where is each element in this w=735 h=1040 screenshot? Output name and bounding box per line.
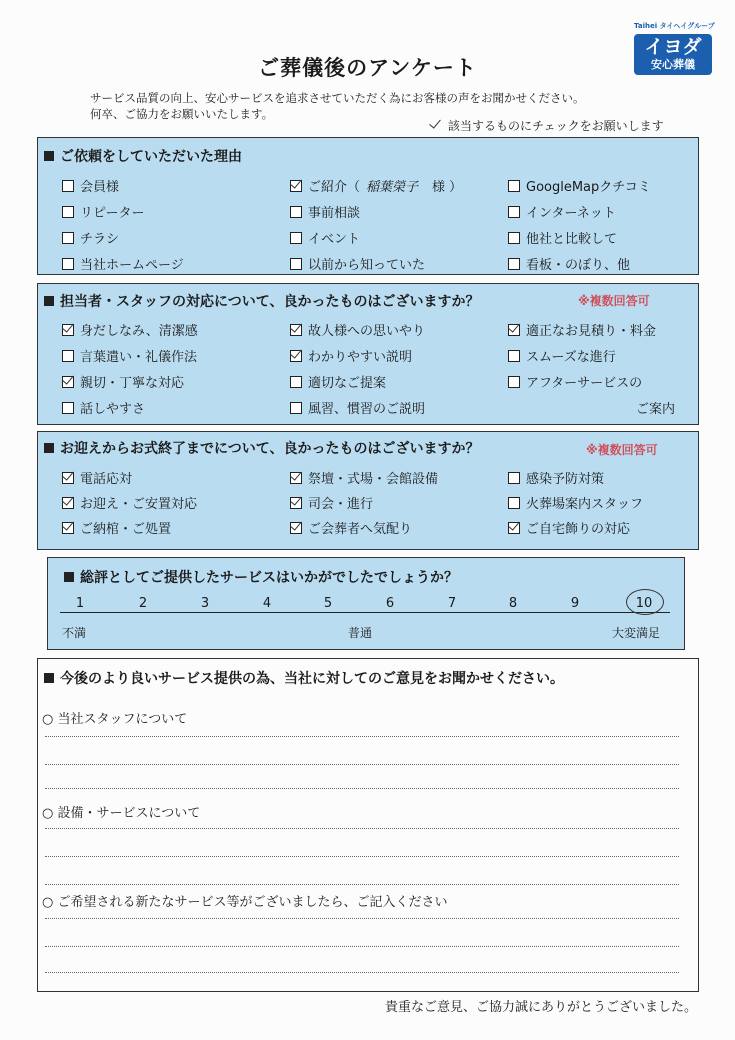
- answer-line[interactable]: [45, 828, 679, 829]
- checkbox-label: ご会葬者へ気配り: [308, 522, 413, 537]
- checkbox-easy-to-talk[interactable]: [62, 398, 145, 417]
- answer-line[interactable]: [45, 736, 679, 737]
- logo-group-text: Taihei タイヘイグループ: [634, 22, 715, 30]
- checkbox-icon[interactable]: [508, 497, 520, 509]
- checkmark-icon: [430, 121, 442, 131]
- checkbox-icon[interactable]: [62, 232, 74, 244]
- checkbox-googlemap[interactable]: [508, 176, 651, 195]
- checkbox-customs[interactable]: [290, 398, 425, 417]
- checkbox-member[interactable]: [62, 176, 119, 195]
- answer-line[interactable]: [45, 884, 679, 885]
- checkbox-internet[interactable]: [508, 202, 616, 221]
- checkbox-label: ご自宅飾りの対応: [526, 522, 631, 537]
- intro-line-1: サービス品質の向上、安心サービスを追求させていただく為にお客様の声をお聞かせください。: [90, 91, 585, 105]
- checkbox-label: わかりやすい説明: [308, 350, 413, 365]
- checkbox-proposal[interactable]: [290, 372, 386, 391]
- checkbox-label: インターネット: [526, 206, 616, 221]
- checkbox-icon[interactable]: [508, 258, 520, 270]
- question-new-services-text: ご希望される新たなサービス等がございましたら、ご記入ください: [57, 895, 448, 910]
- checkbox-icon[interactable]: [62, 472, 74, 484]
- checkbox-label: ご納棺・ご処置: [80, 522, 172, 537]
- checkbox-repeater[interactable]: [62, 202, 144, 221]
- rating-option[interactable]: 1: [75, 596, 85, 611]
- answer-line[interactable]: [45, 764, 679, 765]
- checkbox-icon[interactable]: [508, 324, 520, 336]
- rating-option[interactable]: 6: [385, 596, 395, 611]
- checkbox-label: GoogleMapクチコミ: [526, 180, 651, 195]
- checkbox-advance-consult[interactable]: [290, 202, 360, 221]
- checkbox-icon[interactable]: [290, 522, 302, 534]
- section1-title-text: ご依頼をしていただいた理由: [60, 149, 242, 165]
- answer-line[interactable]: [45, 946, 679, 947]
- logo-subname: 安心葬儀: [651, 58, 695, 71]
- checkbox-smooth[interactable]: [508, 346, 616, 365]
- answer-line[interactable]: [45, 972, 679, 973]
- checkbox-label: イベント: [308, 232, 361, 247]
- checkbox-icon[interactable]: [508, 180, 520, 192]
- checkbox-attendee-care[interactable]: [290, 518, 412, 537]
- checkbox-pickup[interactable]: [62, 493, 197, 512]
- checkbox-appearance[interactable]: [62, 320, 198, 339]
- checkbox-icon[interactable]: [62, 180, 74, 192]
- checkbox-kindness[interactable]: [62, 372, 184, 391]
- rating-option[interactable]: 4: [262, 596, 272, 611]
- checkbox-label: 看板・のぼり、他: [526, 258, 631, 273]
- checkbox-icon[interactable]: [62, 350, 74, 362]
- checkbox-icon[interactable]: [290, 350, 302, 362]
- checkbox-icon[interactable]: [290, 472, 302, 484]
- logo-name: イヨダ: [644, 36, 702, 58]
- square-bullet-icon: [44, 443, 54, 453]
- intro-line-2: 何卒、ご協力をお願いいたします。: [90, 107, 274, 121]
- checkbox-icon[interactable]: [508, 206, 520, 218]
- section2-title-text: 担当者・スタッフの対応について、良かったものはございますか？: [60, 294, 480, 310]
- question-facility-text: 設備・サービスについて: [57, 806, 201, 821]
- checkbox-icon[interactable]: [290, 402, 302, 414]
- checkbox-label: ご紹介（: [308, 180, 361, 195]
- checkbox-icon[interactable]: [62, 258, 74, 270]
- answer-line[interactable]: [45, 856, 679, 857]
- checkbox-label: 火葬場案内スタッフ: [526, 497, 644, 512]
- rating-low-label: 不満: [62, 626, 87, 640]
- section2-title: [44, 291, 479, 311]
- question-staff-text: 当社スタッフについて: [57, 712, 188, 727]
- logo-box: [634, 34, 712, 75]
- checkbox-icon[interactable]: [508, 232, 520, 244]
- checkbox-icon[interactable]: [508, 522, 520, 534]
- checkbox-referral[interactable]: [290, 176, 462, 195]
- square-bullet-icon: [64, 572, 74, 582]
- checkbox-icon[interactable]: [62, 206, 74, 218]
- checkbox-label: 身だしなみ、清潔感: [80, 324, 198, 339]
- aftercare-label-continued: ご案内: [636, 402, 676, 417]
- rating-option[interactable]: 8: [508, 596, 518, 611]
- checkbox-compared[interactable]: [508, 228, 617, 247]
- checkbox-label: アフターサービスの: [526, 376, 643, 391]
- rating-option[interactable]: 3: [200, 596, 210, 611]
- checkbox-label: 当社ホームページ: [80, 258, 184, 273]
- checkbox-home-decor[interactable]: [508, 518, 630, 537]
- checkbox-crematorium[interactable]: [508, 493, 643, 512]
- checkbox-label: 感染予防対策: [526, 472, 605, 487]
- rating-high-label: 大変満足: [612, 626, 661, 640]
- checkbox-icon[interactable]: [290, 497, 302, 509]
- checkbox-label: チラシ: [80, 232, 120, 247]
- referral-suffix: 様 ）: [432, 180, 463, 195]
- checkbox-label: 他社と比較して: [526, 232, 618, 247]
- checkbox-label: 言葉遣い・礼儀作法: [80, 350, 198, 365]
- square-bullet-icon: [44, 296, 54, 306]
- question-new-services: ○ ご希望される新たなサービス等がございましたら、ご記入ください: [42, 895, 448, 910]
- section4-title-text: 総評としてご提供したサービスはいかがでしたでしょうか？: [80, 570, 458, 586]
- checkbox-icon[interactable]: [62, 324, 74, 336]
- rating-option[interactable]: 5: [323, 596, 333, 611]
- company-logo: [634, 21, 715, 75]
- rating-option[interactable]: 7: [447, 596, 457, 611]
- checkbox-icon[interactable]: [62, 376, 74, 388]
- multiple-answer-note: ※複数回答可: [578, 294, 650, 308]
- selected-rating-circle: [626, 589, 664, 615]
- square-bullet-icon: [44, 151, 54, 161]
- checkbox-label: 事前相談: [308, 206, 361, 221]
- checkbox-phone[interactable]: [62, 468, 132, 487]
- checkbox-label: 祭壇・式場・会館設備: [308, 472, 439, 487]
- section4-title: [64, 567, 458, 587]
- checkbox-label: リピーター: [80, 206, 145, 221]
- checkbox-label: 会員様: [80, 180, 120, 195]
- checkbox-aftercare[interactable]: [508, 372, 642, 391]
- checkbox-consideration[interactable]: [290, 320, 425, 339]
- rating-option[interactable]: 2: [138, 596, 148, 611]
- checkbox-icon[interactable]: [62, 522, 74, 534]
- checkbox-flyer[interactable]: [62, 228, 119, 247]
- checkbox-icon[interactable]: [290, 206, 302, 218]
- checkbox-label: スムーズな進行: [526, 350, 616, 365]
- checkbox-homepage[interactable]: [62, 254, 184, 273]
- question-staff: ○ 当社スタッフについて: [42, 712, 188, 727]
- checkbox-clear-explanation[interactable]: [290, 346, 412, 365]
- checkbox-label: お迎え・ご安置対応: [80, 497, 198, 512]
- checkbox-icon[interactable]: [62, 497, 74, 509]
- section5-title-text: 今後のより良いサービス提供の為、当社に対してのご意見をお聞かせください。: [60, 671, 564, 687]
- section5-title: [44, 668, 564, 688]
- checkbox-label: 風習、慣習のご説明: [308, 402, 426, 417]
- checkbox-label: 親切・丁寧な対応: [80, 376, 185, 391]
- checkbox-infection[interactable]: [508, 468, 604, 487]
- page-title: ご葬儀後のアンケート: [258, 56, 477, 80]
- section3-title-text: お迎えからお式終了までについて、良かったものはございますか？: [60, 441, 480, 457]
- checkbox-label: 適正なお見積り・料金: [526, 324, 657, 339]
- multiple-answer-note: ※複数回答可: [586, 443, 658, 457]
- checkbox-icon[interactable]: [290, 232, 302, 244]
- checkbox-icon[interactable]: [62, 402, 74, 414]
- checkbox-icon[interactable]: [508, 472, 520, 484]
- checkbox-label: 電話応対: [80, 472, 133, 487]
- checkbox-label: 話しやすさ: [80, 402, 146, 417]
- referral-name-field[interactable]: 稲葉榮子: [366, 180, 419, 195]
- checkbox-icon[interactable]: [290, 376, 302, 388]
- checkbox-manners[interactable]: [62, 346, 197, 365]
- checkbox-event[interactable]: [290, 228, 360, 247]
- checkbox-icon[interactable]: [508, 350, 520, 362]
- checkbox-icon[interactable]: [508, 376, 520, 388]
- section1-title: [44, 146, 242, 166]
- checkbox-encoffin[interactable]: [62, 518, 171, 537]
- checkbox-fair-price[interactable]: [508, 320, 656, 339]
- checkbox-label: 以前から知っていた: [308, 258, 426, 273]
- rating-option[interactable]: 9: [570, 596, 580, 611]
- section3-title: [44, 438, 479, 458]
- answer-line[interactable]: [45, 918, 679, 919]
- checkbox-label: 故人様への思いやり: [308, 324, 426, 339]
- square-bullet-icon: [44, 673, 54, 683]
- check-instruction: [430, 117, 664, 134]
- checkbox-signboard[interactable]: [508, 254, 630, 273]
- checkbox-icon[interactable]: [290, 324, 302, 336]
- check-instruction-text: 該当するものにチェックをお願いします: [448, 119, 664, 133]
- rating-scale-line: [60, 612, 670, 613]
- question-facility: ○ 設備・サービスについて: [42, 806, 201, 821]
- checkbox-icon[interactable]: [290, 258, 302, 270]
- rating-mid-label: 普通: [348, 626, 373, 640]
- thanks-message: 貴重なご意見、ご協力誠にありがとうございました。: [384, 1000, 697, 1015]
- checkbox-known-before[interactable]: [290, 254, 425, 273]
- rating-option[interactable]: 10: [635, 596, 653, 611]
- checkbox-label: 適切なご提案: [308, 376, 387, 391]
- checkbox-label: 司会・進行: [308, 497, 374, 512]
- checkbox-icon[interactable]: [290, 180, 302, 192]
- answer-line[interactable]: [45, 788, 679, 789]
- checkbox-mc[interactable]: [290, 493, 373, 512]
- checkbox-altar[interactable]: [290, 468, 438, 487]
